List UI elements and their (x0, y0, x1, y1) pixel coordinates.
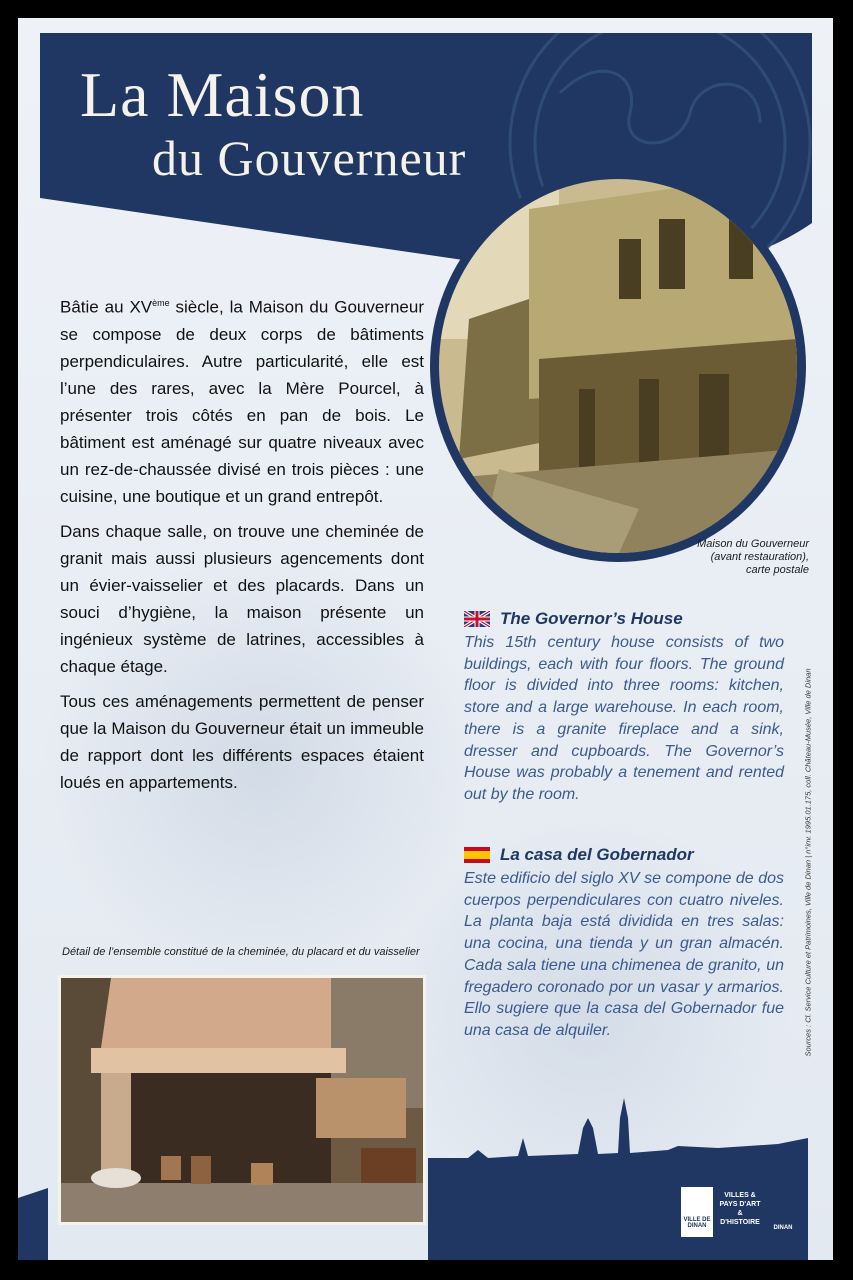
villes-pays-art-histoire-logo-text: VILLES & PAYS D'ART & D'HISTOIRE (719, 1192, 761, 1226)
french-paragraph-2: Dans chaque salle, on trouve une cheminée de granit mais aussi plusieurs agencements dont un évier-vaisselier et des placards. Dans un souci d’hygiène, la maison présente un ingénieux système de latrines, accessibles à chaque étage. (60, 521, 424, 676)
english-heading-text: The Governor’s House (500, 609, 683, 628)
ville-de-dinan-logo (680, 1186, 714, 1238)
logos (18, 1186, 833, 1238)
title-line-1: La Maison (80, 59, 365, 130)
spanish-section (464, 844, 784, 1042)
uk-flag-icon (464, 611, 490, 627)
dinan-logo-text: DINAN (773, 1225, 793, 1231)
english-section (464, 608, 784, 806)
french-p1-superscript: ème (152, 298, 170, 308)
english-body: This 15th century house consists of two buildings, each with four floors. The ground floor is divided into three rooms: kitchen, store and a large warehouse. In each room, there is a granite fireplace and a sink, dresser and cupboards. The Governor’s House was probably a tenement and rented out by the room. (464, 634, 784, 803)
top-photo-frame (430, 170, 806, 562)
bottom-photo-caption: Détail de l’ensemble constitué de la cheminée, du placard et du vaisselier (62, 946, 420, 958)
french-text (60, 290, 424, 804)
title-line-2: du Gouverneur (152, 130, 467, 186)
sources-text: Sources : Cl. Service Culture et Patrimoines, Ville de Dinan | n°inv. 1995.01.175, coll. Château-Musée, Ville de Dinan (803, 668, 813, 1057)
ville-de-dinan-logo-text: VILLE DE DINAN (683, 1217, 711, 1229)
spain-flag-icon (464, 847, 490, 863)
dinan-logo (766, 1186, 800, 1238)
spanish-heading (464, 844, 784, 866)
sign-board (18, 18, 833, 1260)
english-heading (464, 608, 784, 630)
page-title (80, 59, 467, 189)
villes-pays-art-histoire-logo (718, 1186, 762, 1238)
french-paragraph-1 (60, 290, 424, 510)
french-p1-start: Bâtie au XV (60, 297, 153, 317)
top-photo (439, 179, 797, 553)
french-paragraph-3: Tous ces aménagements permettent de penser que la Maison du Gouverneur était un immeuble de rapport dont les différents espaces étaient loués en appartements. (60, 691, 424, 792)
sources-credit (798, 608, 813, 1128)
spanish-body: Este edificio del siglo XV se compone de dos cuerpos perpendiculares con cuatro niveles. La planta baja está dividida en tres salas: una cocina, una tienda y un gran almacén. Cada sala tiene una chimenea de granito, un fregadero coronado por un vasar y armarios. Ello sugiere que la casa del Gobernador fue una casa de alquiler. (464, 870, 784, 1039)
french-p1-rest: siècle, la Maison du Gouverneur se compose de deux corps de bâtiments perpendiculaires. Autre particularité, elle est l’une des rares, avec la Mère Pourcel, à présenter trois côtés en pan de bois. Le bâtiment est aménagé sur quatre niveaux avec un rez-de-chaussée divisé en trois pièces : une cuisine, une boutique et un grand entrepôt. (60, 297, 424, 506)
top-photo-caption: Maison du Gouverneur (avant restauration), carte postale (697, 538, 809, 576)
spanish-heading-text: La casa del Gobernador (500, 845, 694, 864)
